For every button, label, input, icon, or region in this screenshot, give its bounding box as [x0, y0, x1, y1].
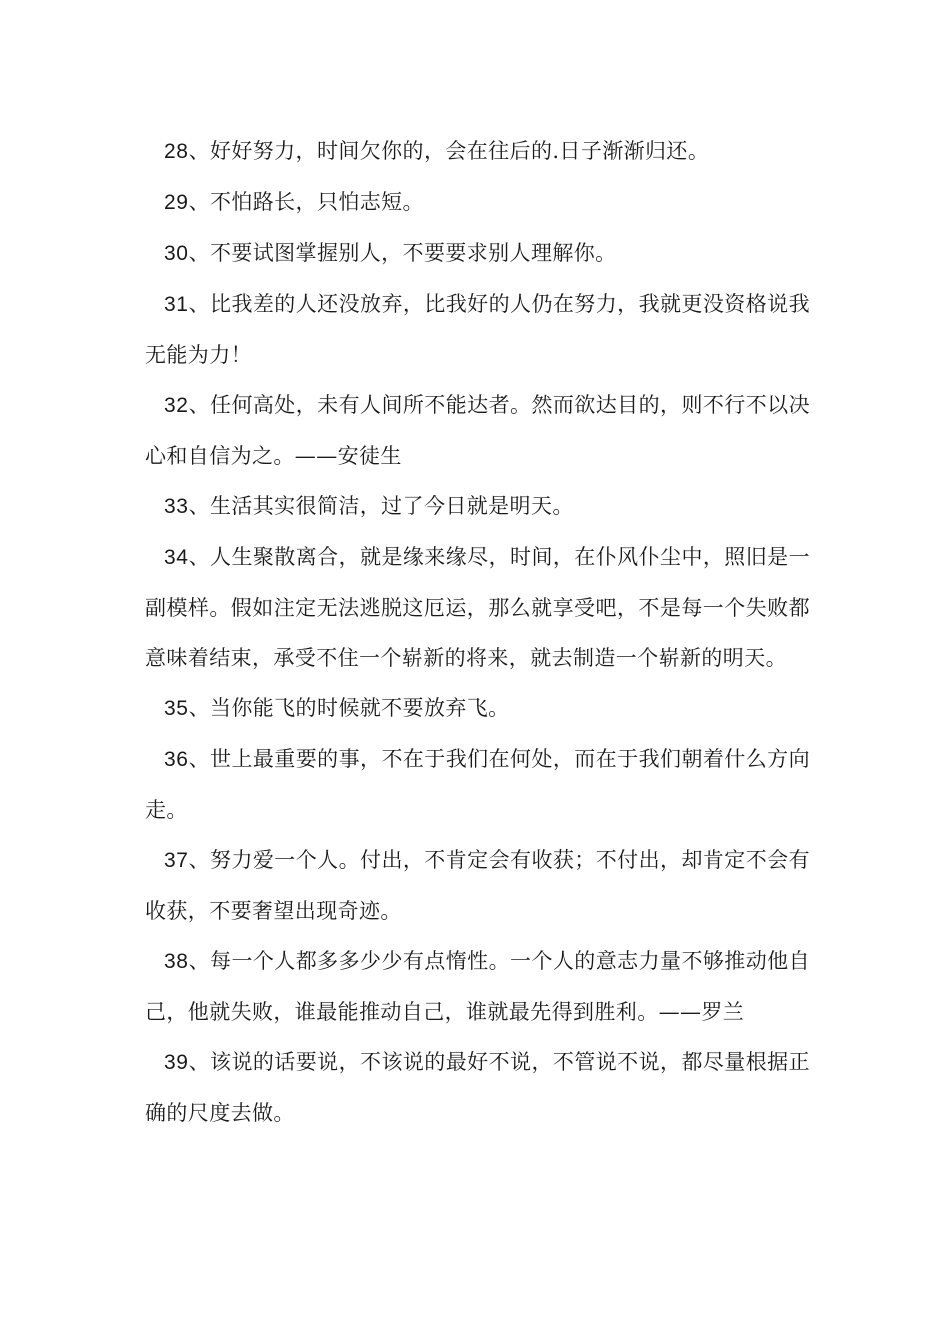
- quote-paragraph-37: [145, 835, 810, 936]
- quote-text: 、每一个人都多多少少有点惰性。一个人的意志力量不够推动他自己，他就失败，谁最能推动自己，谁就最先得到胜利。——罗兰: [145, 949, 810, 1024]
- quote-text: 、该说的话要说，不该说的最好不说，不管说不说，都尽量根据正确的尺度去做。: [145, 1050, 810, 1125]
- quote-number: 35: [164, 697, 189, 720]
- quote-paragraph-39: [145, 1037, 810, 1138]
- quote-text: 、世上最重要的事，不在于我们在何处，而在于我们朝着什么方向走。: [145, 747, 810, 822]
- quote-text: 、不要试图掌握别人，不要要求别人理解你。: [188, 241, 617, 265]
- quote-paragraph-32: [145, 380, 810, 481]
- quote-number: 28: [164, 140, 189, 163]
- quote-paragraph-31: [145, 279, 810, 380]
- quote-text: 、任何高处，未有人间所不能达者。然而欲达目的，则不行不以决心和自信为之。——安徒生: [145, 393, 810, 468]
- quote-number: 37: [164, 849, 189, 872]
- quote-text: 、不怕路长，只怕志短。: [188, 190, 424, 214]
- quote-text: 、好好努力，时间欠你的，会在往后的.日子渐渐归还。: [188, 139, 710, 163]
- quote-number: 33: [164, 495, 189, 518]
- quote-number: 39: [164, 1051, 189, 1074]
- quote-paragraph-35: [145, 683, 810, 734]
- quote-paragraph-29: [145, 177, 810, 228]
- quote-paragraph-28: [145, 126, 810, 177]
- quote-paragraph-36: [145, 734, 810, 835]
- quote-text: 、人生聚散离合，就是缘来缘尽，时间，在仆风仆尘中，照旧是一副模样。假如注定无法逃脱这厄运，那么就享受吧，不是每一个失败都意味着结束，承受不住一个崭新的将来，就去制造一个崭新的明天。: [145, 545, 810, 670]
- document-body: [145, 126, 810, 1138]
- quote-paragraph-30: [145, 228, 810, 279]
- quote-text: 、比我差的人还没放弃，比我好的人仍在努力，我就更没资格说我无能为力！: [145, 292, 810, 367]
- quote-text: 、生活其实很简洁，过了今日就是明天。: [188, 494, 574, 518]
- quote-paragraph-34: [145, 532, 810, 683]
- quote-text: 、当你能飞的时候就不要放弃飞。: [188, 696, 510, 720]
- quote-number: 30: [164, 242, 189, 265]
- quote-text: 、努力爱一个人。付出，不肯定会有收获；不付出，却肯定不会有收获，不要奢望出现奇迹。: [145, 848, 810, 923]
- quote-number: 34: [164, 546, 189, 569]
- quote-paragraph-38: [145, 936, 810, 1037]
- quote-paragraph-33: [145, 481, 810, 532]
- quote-number: 36: [164, 748, 189, 771]
- quote-number: 29: [164, 191, 189, 214]
- quote-number: 31: [164, 293, 189, 316]
- quote-number: 32: [164, 394, 189, 417]
- quote-number: 38: [164, 950, 189, 973]
